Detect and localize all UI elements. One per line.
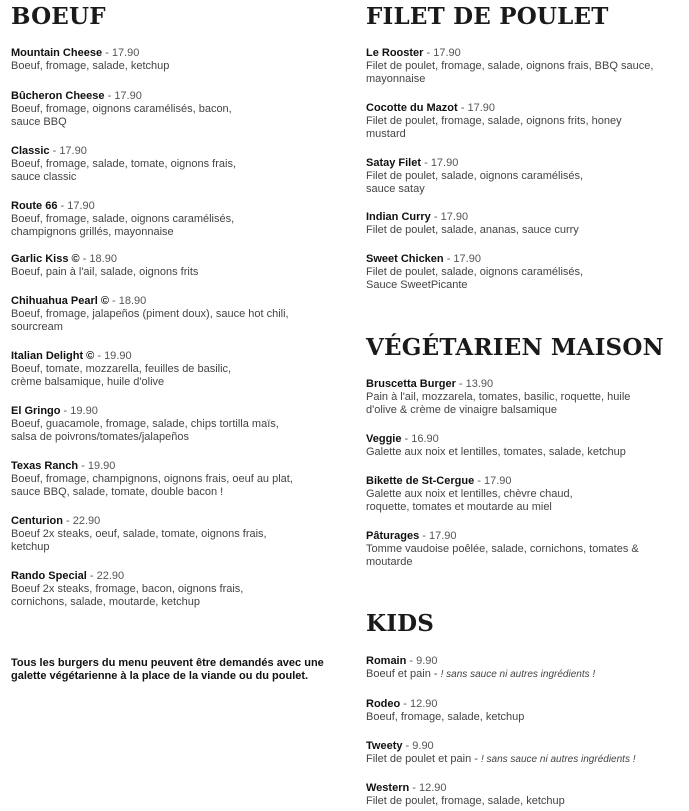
- item-price: 16.90: [411, 433, 439, 445]
- item-description: [366, 266, 684, 292]
- item-name: Classic: [11, 145, 50, 157]
- item-description: [366, 391, 684, 417]
- item-name: Cocotte du Mazot: [366, 102, 458, 114]
- item-price: 22.90: [72, 515, 101, 527]
- item-name: Veggie: [366, 433, 402, 445]
- item-description-text: Galette aux noix et lentilles, chèvre chaud, roquette, tomates et moutarde au miel: [366, 488, 573, 513]
- item-description: [11, 103, 331, 129]
- item-description-text: Boeuf, pain à l'ail, salade, oignons frits: [11, 266, 199, 278]
- menu-item: [11, 570, 331, 609]
- item-price: 17.90: [430, 157, 459, 169]
- price-separator: -: [457, 102, 468, 114]
- item-description: [11, 213, 331, 239]
- menu-item: [366, 530, 684, 569]
- menu-item: [366, 782, 684, 808]
- item-description: [11, 158, 331, 184]
- item-description: [11, 583, 331, 609]
- item-description-text: Boeuf 2x steaks, oeuf, salade, tomate, oignons frais, ketchup: [11, 528, 267, 553]
- item-price: 19.90: [87, 460, 116, 472]
- menu-item: [366, 157, 684, 196]
- item-description: [366, 753, 684, 766]
- menu-item: [11, 253, 331, 279]
- price-separator: -: [402, 740, 413, 752]
- item-description-text: Filet de poulet, salade, ananas, sauce curry: [366, 224, 579, 236]
- item-price: 18.90: [89, 253, 117, 265]
- item-description: [366, 543, 684, 569]
- item-description: [366, 446, 684, 459]
- item-description-text: Filet de poulet, salade, oignons caramélisés, sauce satay: [366, 170, 584, 195]
- item-description-text: Boeuf et pain: [366, 668, 431, 680]
- menu-item: [366, 253, 684, 292]
- item-price: 9.90: [416, 655, 438, 667]
- item-name: Satay Filet: [366, 157, 422, 169]
- item-description-text: Boeuf, fromage, champignons, oignons frais, oeuf au plat, sauce BBQ, salade, tomate, double bacon !: [11, 473, 293, 498]
- item-description: [366, 115, 684, 141]
- item-price: 17.90: [440, 211, 469, 223]
- item-description-text: Boeuf 2x steaks, fromage, bacon, oignons frais, cornichons, salade, moutarde, ketchup: [11, 583, 244, 608]
- item-description-text: Boeuf, fromage, salade, oignons caramélisés, champignons grillés, mayonnaise: [11, 213, 235, 238]
- item-description: [366, 711, 684, 724]
- item-name: Indian Curry: [366, 211, 431, 223]
- item-description: [366, 488, 684, 514]
- menu-item: [366, 102, 684, 141]
- item-name: Tweety: [366, 740, 403, 752]
- price-separator: -: [421, 157, 431, 169]
- price-separator: -: [86, 570, 97, 582]
- menu-item: [366, 475, 684, 514]
- menu-item: [366, 211, 684, 237]
- item-description: [11, 528, 331, 554]
- item-name: Western: [366, 782, 410, 794]
- menu-item: [11, 460, 331, 499]
- item-price: 9.90: [412, 740, 434, 752]
- item-name: Bikette de St-Cergue: [366, 475, 475, 487]
- item-description-text: Boeuf, fromage, oignons caramélisés, bacon, sauce BBQ: [11, 103, 232, 128]
- price-separator: -: [430, 211, 441, 223]
- item-description-text: Boeuf, fromage, salade, tomate, oignons frais, sauce classic: [11, 158, 237, 183]
- item-description-text: Tomme vaudoise poêlée, salade, cornichons, tomates & moutarde: [366, 543, 639, 568]
- item-price: 17.90: [467, 102, 495, 114]
- warning-separator: -: [471, 753, 481, 765]
- item-name: Le Rooster: [366, 47, 424, 59]
- item-description: [11, 473, 331, 499]
- item-description-text: Boeuf, fromage, salade, ketchup: [366, 711, 525, 723]
- price-separator: -: [474, 475, 484, 487]
- item-description: [366, 60, 684, 86]
- item-price: 17.90: [67, 200, 95, 212]
- item-price: 19.90: [70, 405, 98, 417]
- item-price: 17.90: [428, 530, 457, 542]
- item-description-text: Boeuf, guacamole, fromage, salade, chips tortilla maïs, salsa de poivrons/tomates/jalapeños: [11, 418, 279, 443]
- item-name: Chihuahua Pearl ©: [11, 295, 109, 307]
- item-description: [366, 224, 684, 237]
- price-separator: -: [78, 460, 88, 472]
- item-description: [11, 308, 331, 334]
- item-description: [11, 363, 331, 389]
- menu-item: [11, 515, 331, 554]
- menu-item: [11, 200, 331, 239]
- item-description-text: Filet de poulet et pain: [366, 753, 472, 765]
- price-separator: -: [108, 295, 119, 307]
- item-price: 13.90: [465, 378, 494, 390]
- item-description-text: Boeuf, tomate, mozzarella, feuilles de basilic, crème balsamique, huile d'olive: [11, 363, 232, 388]
- item-warning: ! sans sauce ni autres ingrédients !: [440, 669, 596, 680]
- item-name: Texas Ranch: [11, 460, 79, 472]
- item-name: Sweet Chicken: [366, 253, 444, 265]
- item-description-text: Pain à l'ail, mozzarela, tomates, basilic, roquette, huile d'olive & crème de vinaigre balsamique: [366, 391, 631, 416]
- menu-item: [11, 405, 331, 444]
- item-description-text: Boeuf, fromage, salade, ketchup: [11, 60, 170, 72]
- item-price: 17.90: [111, 47, 140, 59]
- item-name: Centurion: [11, 515, 63, 527]
- price-separator: -: [94, 350, 105, 362]
- price-separator: -: [401, 433, 412, 445]
- price-separator: -: [62, 515, 73, 527]
- menu-item: [11, 350, 331, 389]
- item-description-text: Filet de poulet, salade, oignons caramélisés, Sauce SweetPicante: [366, 266, 584, 291]
- price-separator: -: [57, 200, 68, 212]
- menu-item: [11, 90, 331, 129]
- item-warning: ! sans sauce ni autres ingrédients !: [480, 754, 636, 765]
- item-name: Italian Delight ©: [11, 350, 95, 362]
- item-description-text: Boeuf, fromage, jalapeños (piment doux), sauce hot chili, sourcream: [11, 308, 289, 333]
- item-price: 18.90: [118, 295, 147, 307]
- item-price: 17.90: [433, 47, 461, 59]
- price-separator: -: [49, 145, 60, 157]
- item-price: 12.90: [410, 698, 438, 710]
- item-name: Rodeo: [366, 698, 401, 710]
- item-description-text: Filet de poulet, fromage, salade, ketchup: [366, 795, 565, 807]
- item-description-text: Galette aux noix et lentilles, tomates, salade, ketchup: [366, 446, 626, 458]
- menu-item: [366, 740, 684, 766]
- item-name: Rando Special: [11, 570, 87, 582]
- item-name: Bruscetta Burger: [366, 378, 456, 390]
- price-separator: -: [104, 90, 115, 102]
- item-name: Route 66: [11, 200, 58, 212]
- item-name: Bûcheron Cheese: [11, 90, 105, 102]
- item-name: El Gringo: [11, 405, 61, 417]
- item-name: Pâturages: [366, 530, 420, 542]
- item-description-text: Filet de poulet, fromage, salade, oignons frais, BBQ sauce, mayonnaise: [366, 60, 654, 85]
- menu-item: [366, 698, 684, 724]
- item-price: 17.90: [453, 253, 481, 265]
- menu-item: [11, 295, 331, 334]
- price-separator: -: [443, 253, 454, 265]
- menu-item: [366, 47, 684, 86]
- item-description: [11, 60, 331, 73]
- price-separator: -: [79, 253, 90, 265]
- menu-item: [366, 655, 684, 681]
- item-price: 17.90: [114, 90, 142, 102]
- item-description: [366, 795, 684, 808]
- price-separator: -: [102, 47, 112, 59]
- menu-item: [366, 433, 684, 459]
- item-price: 22.90: [96, 570, 125, 582]
- item-description: [11, 418, 331, 444]
- menu-item: [366, 378, 684, 417]
- price-separator: -: [400, 698, 411, 710]
- menu-item: [11, 145, 331, 184]
- item-price: 17.90: [59, 145, 87, 157]
- vegetarian-note: Tous les burgers du menu peuvent être demandés avec une galette végétarienne à la place de la viande ou du poulet.: [11, 657, 324, 682]
- item-price: 19.90: [104, 350, 132, 362]
- price-separator: -: [406, 655, 417, 667]
- section-title: VÉGÉTARIEN MAISON: [366, 334, 664, 361]
- price-separator: -: [455, 378, 466, 390]
- item-description: [366, 668, 684, 681]
- section-title: KIDS: [366, 610, 435, 637]
- item-description: [366, 170, 684, 196]
- section-title-boeuf: BOEUF: [11, 3, 106, 30]
- item-name: Mountain Cheese: [11, 47, 103, 59]
- price-separator: -: [60, 405, 71, 417]
- item-name: Garlic Kiss ©: [11, 253, 80, 265]
- item-name: Romain: [366, 655, 407, 667]
- item-description-text: Filet de poulet, fromage, salade, oignons frits, honey mustard: [366, 115, 622, 140]
- item-price: 12.90: [418, 782, 447, 794]
- section-title: FILET DE POULET: [366, 3, 609, 30]
- item-price: 17.90: [483, 475, 512, 487]
- menu-item: [11, 47, 331, 73]
- price-separator: -: [419, 530, 429, 542]
- price-separator: -: [423, 47, 434, 59]
- item-description: [11, 266, 331, 279]
- warning-separator: -: [430, 668, 441, 680]
- price-separator: -: [409, 782, 419, 794]
